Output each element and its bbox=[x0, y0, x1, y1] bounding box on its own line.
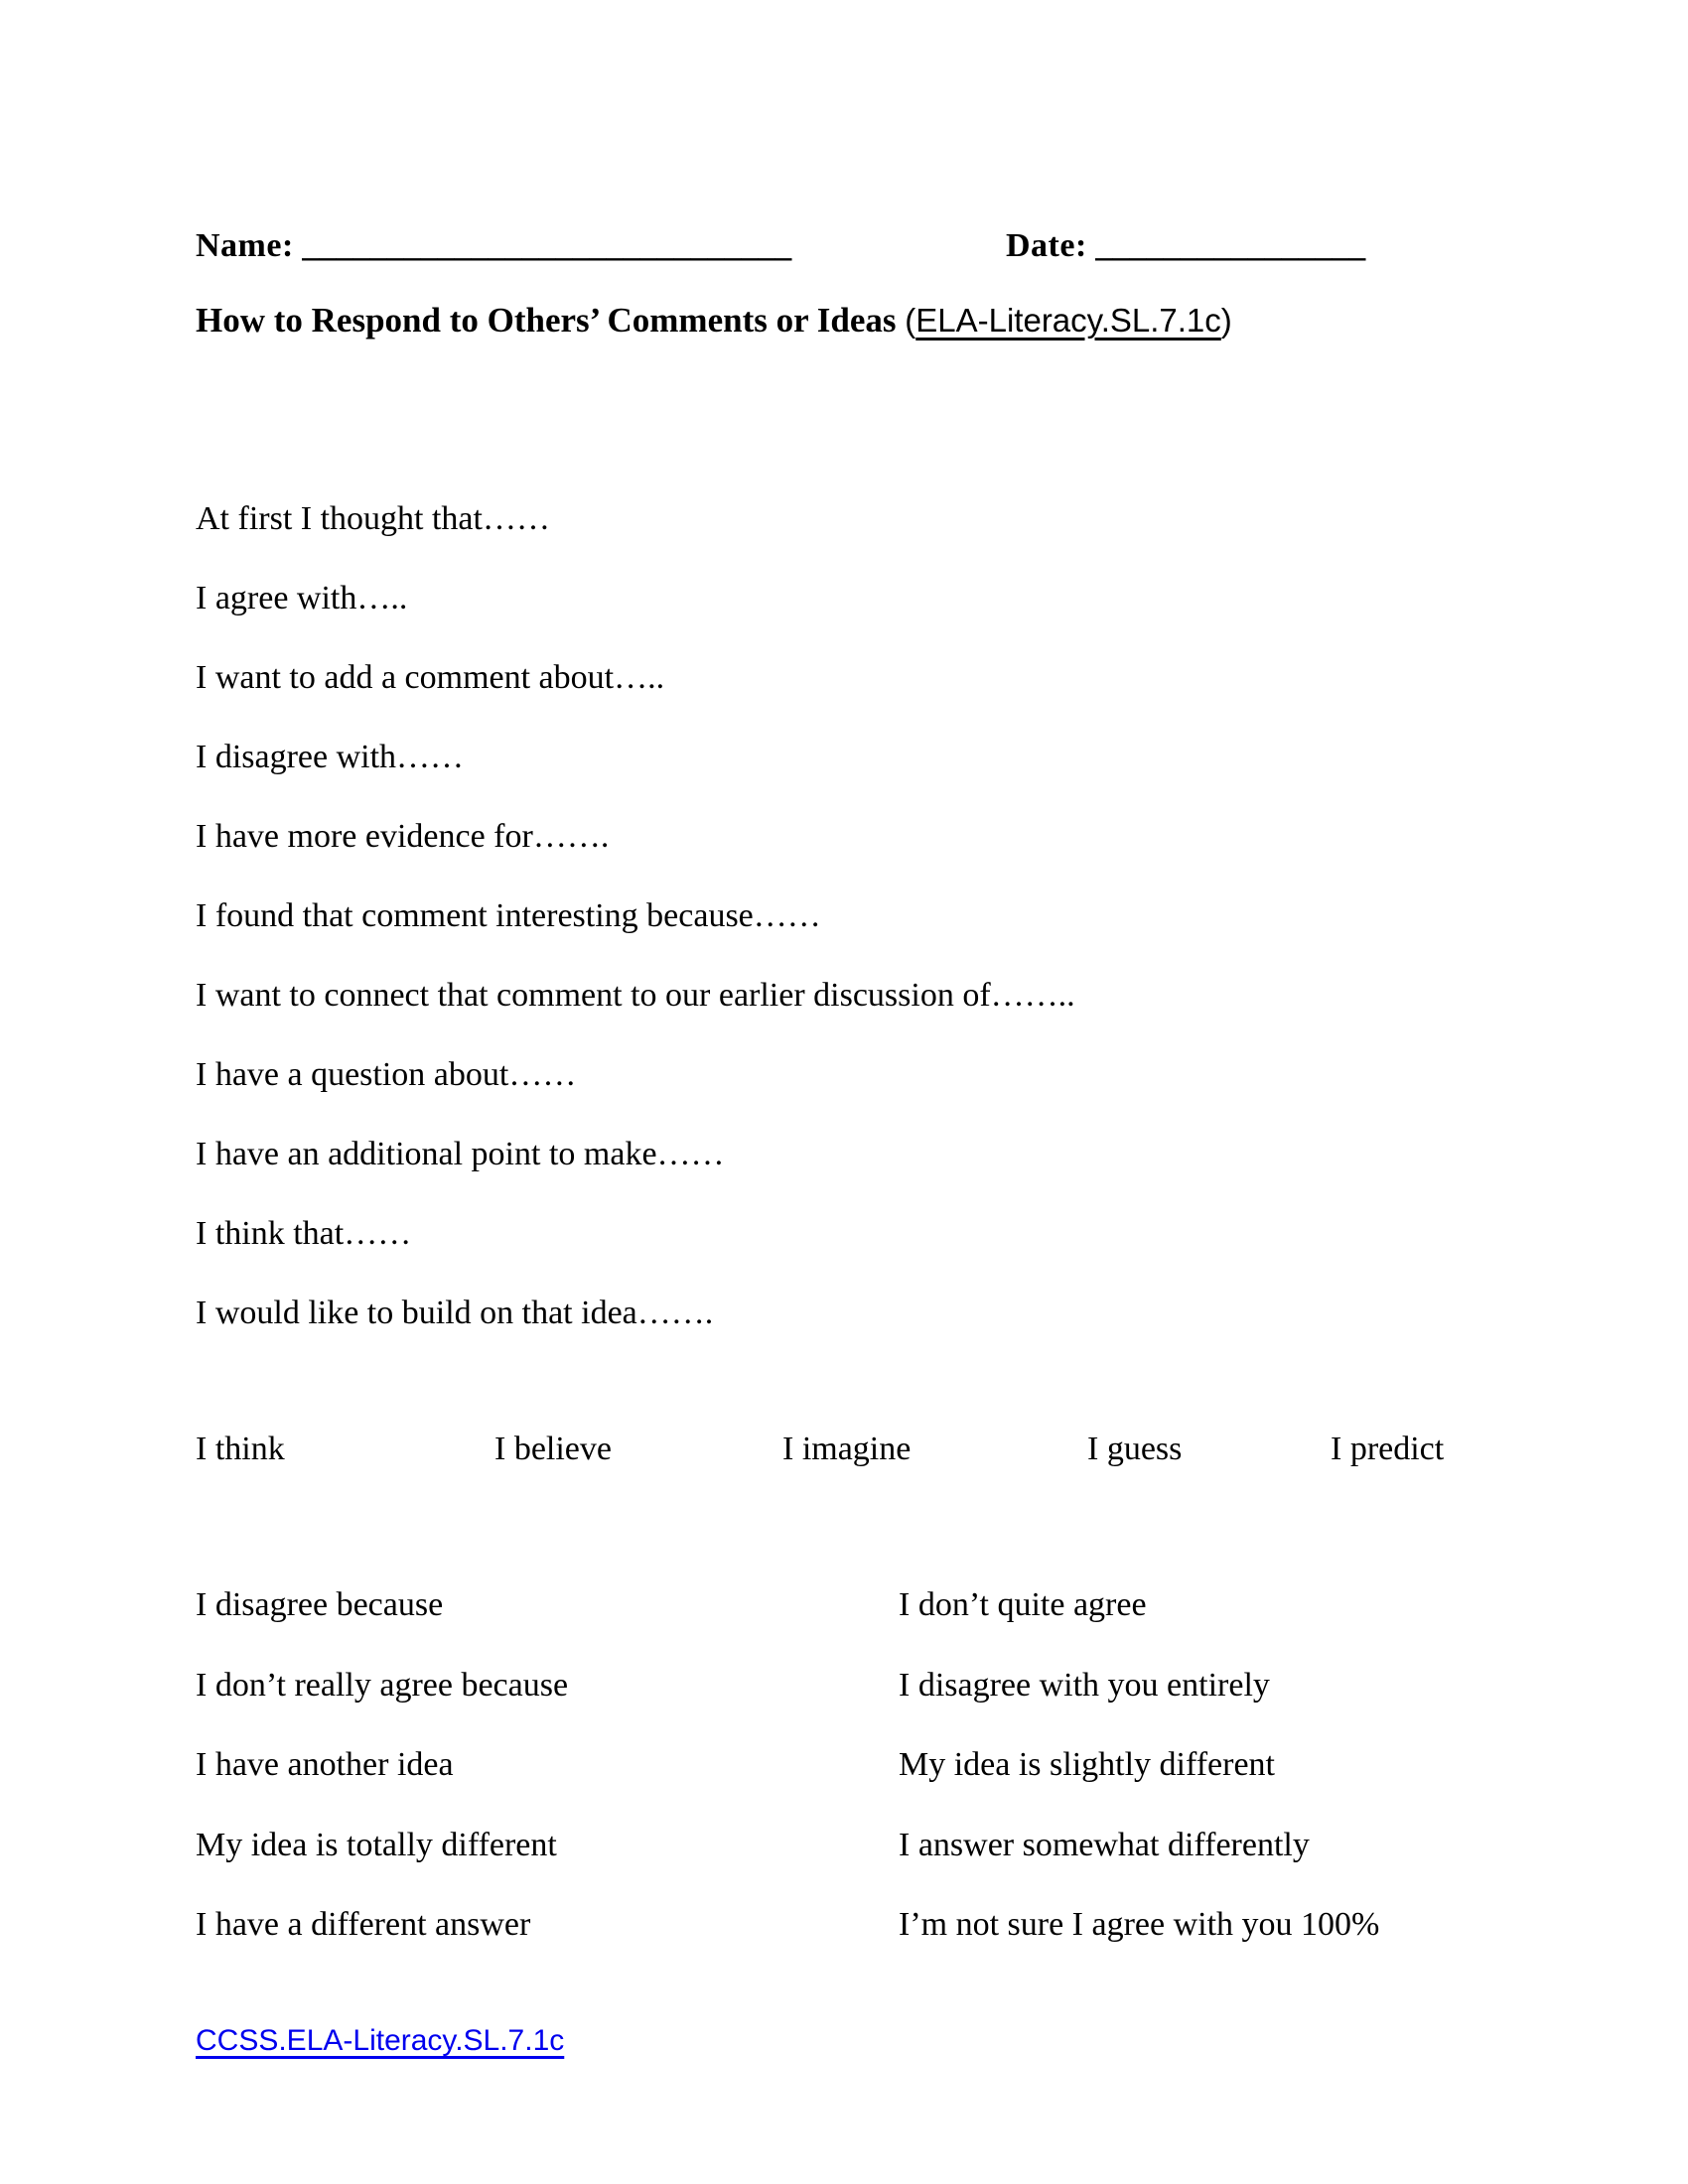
sentence-starter: I found that comment interesting because…… bbox=[196, 897, 821, 934]
title-paren-open: ( bbox=[905, 302, 916, 339]
page-title-text: How to Respond to Others’ Comments or Ideas bbox=[196, 301, 906, 340]
verb-option: I imagine bbox=[782, 1431, 912, 1467]
sentence-starter: I want to add a comment about….. bbox=[196, 659, 665, 696]
sentence-starter: I have more evidence for……. bbox=[196, 818, 610, 855]
verb-option: I think bbox=[196, 1431, 285, 1467]
phrase-left: I disagree because bbox=[196, 1586, 444, 1623]
name-blank-line: _____________________________ bbox=[302, 227, 792, 264]
thinking-verbs-row bbox=[196, 1410, 1586, 1489]
name-date-row bbox=[196, 216, 1489, 276]
sentence-starter: At first I thought that…… bbox=[196, 500, 550, 537]
phrase-left: I have another idea bbox=[196, 1746, 454, 1783]
sentence-starter-list bbox=[196, 479, 1586, 1353]
sentence-starter: I disagree with…… bbox=[196, 739, 465, 775]
page-title bbox=[196, 293, 1586, 348]
phrase-left: I don’t really agree because bbox=[196, 1666, 569, 1704]
date-field-group bbox=[1006, 216, 1365, 276]
title-paren-close: ) bbox=[1220, 302, 1232, 339]
phrase-right: I don’t quite agree bbox=[899, 1586, 1147, 1623]
phrase-left: My idea is totally different bbox=[196, 1826, 557, 1863]
sentence-starter: I agree with….. bbox=[196, 580, 408, 616]
name-field-group bbox=[196, 216, 791, 276]
sentence-starter: I want to connect that comment to our earlier discussion of…….. bbox=[196, 977, 1075, 1014]
footer-standard-link[interactable]: CCSS.ELA-Literacy.SL.7.1c bbox=[196, 2024, 565, 2057]
verb-option: I guess bbox=[1087, 1431, 1183, 1467]
footer bbox=[196, 2018, 564, 2062]
sentence-starter: I have a question about…… bbox=[196, 1056, 577, 1093]
phrase-right: I answer somewhat differently bbox=[899, 1826, 1310, 1863]
phrase-right: My idea is slightly different bbox=[899, 1746, 1275, 1783]
name-label: Name: bbox=[196, 227, 294, 264]
sentence-starter: I have an additional point to make…… bbox=[196, 1136, 725, 1172]
disagree-phrases-table bbox=[196, 1566, 1586, 1966]
phrase-right: I’m not sure I agree with you 100% bbox=[899, 1906, 1380, 1943]
date-blank-line: ________________ bbox=[1095, 227, 1366, 264]
title-standard-code: ELA-Literacy.SL.7.1c bbox=[915, 302, 1221, 339]
verb-option: I predict bbox=[1331, 1431, 1445, 1467]
phrase-right: I disagree with you entirely bbox=[899, 1666, 1270, 1704]
sentence-starter: I would like to build on that idea……. bbox=[196, 1295, 714, 1331]
verb-option: I believe bbox=[494, 1431, 612, 1467]
date-label: Date: bbox=[1006, 227, 1087, 264]
phrase-left: I have a different answer bbox=[196, 1906, 531, 1943]
sentence-starter: I think that…… bbox=[196, 1215, 412, 1252]
